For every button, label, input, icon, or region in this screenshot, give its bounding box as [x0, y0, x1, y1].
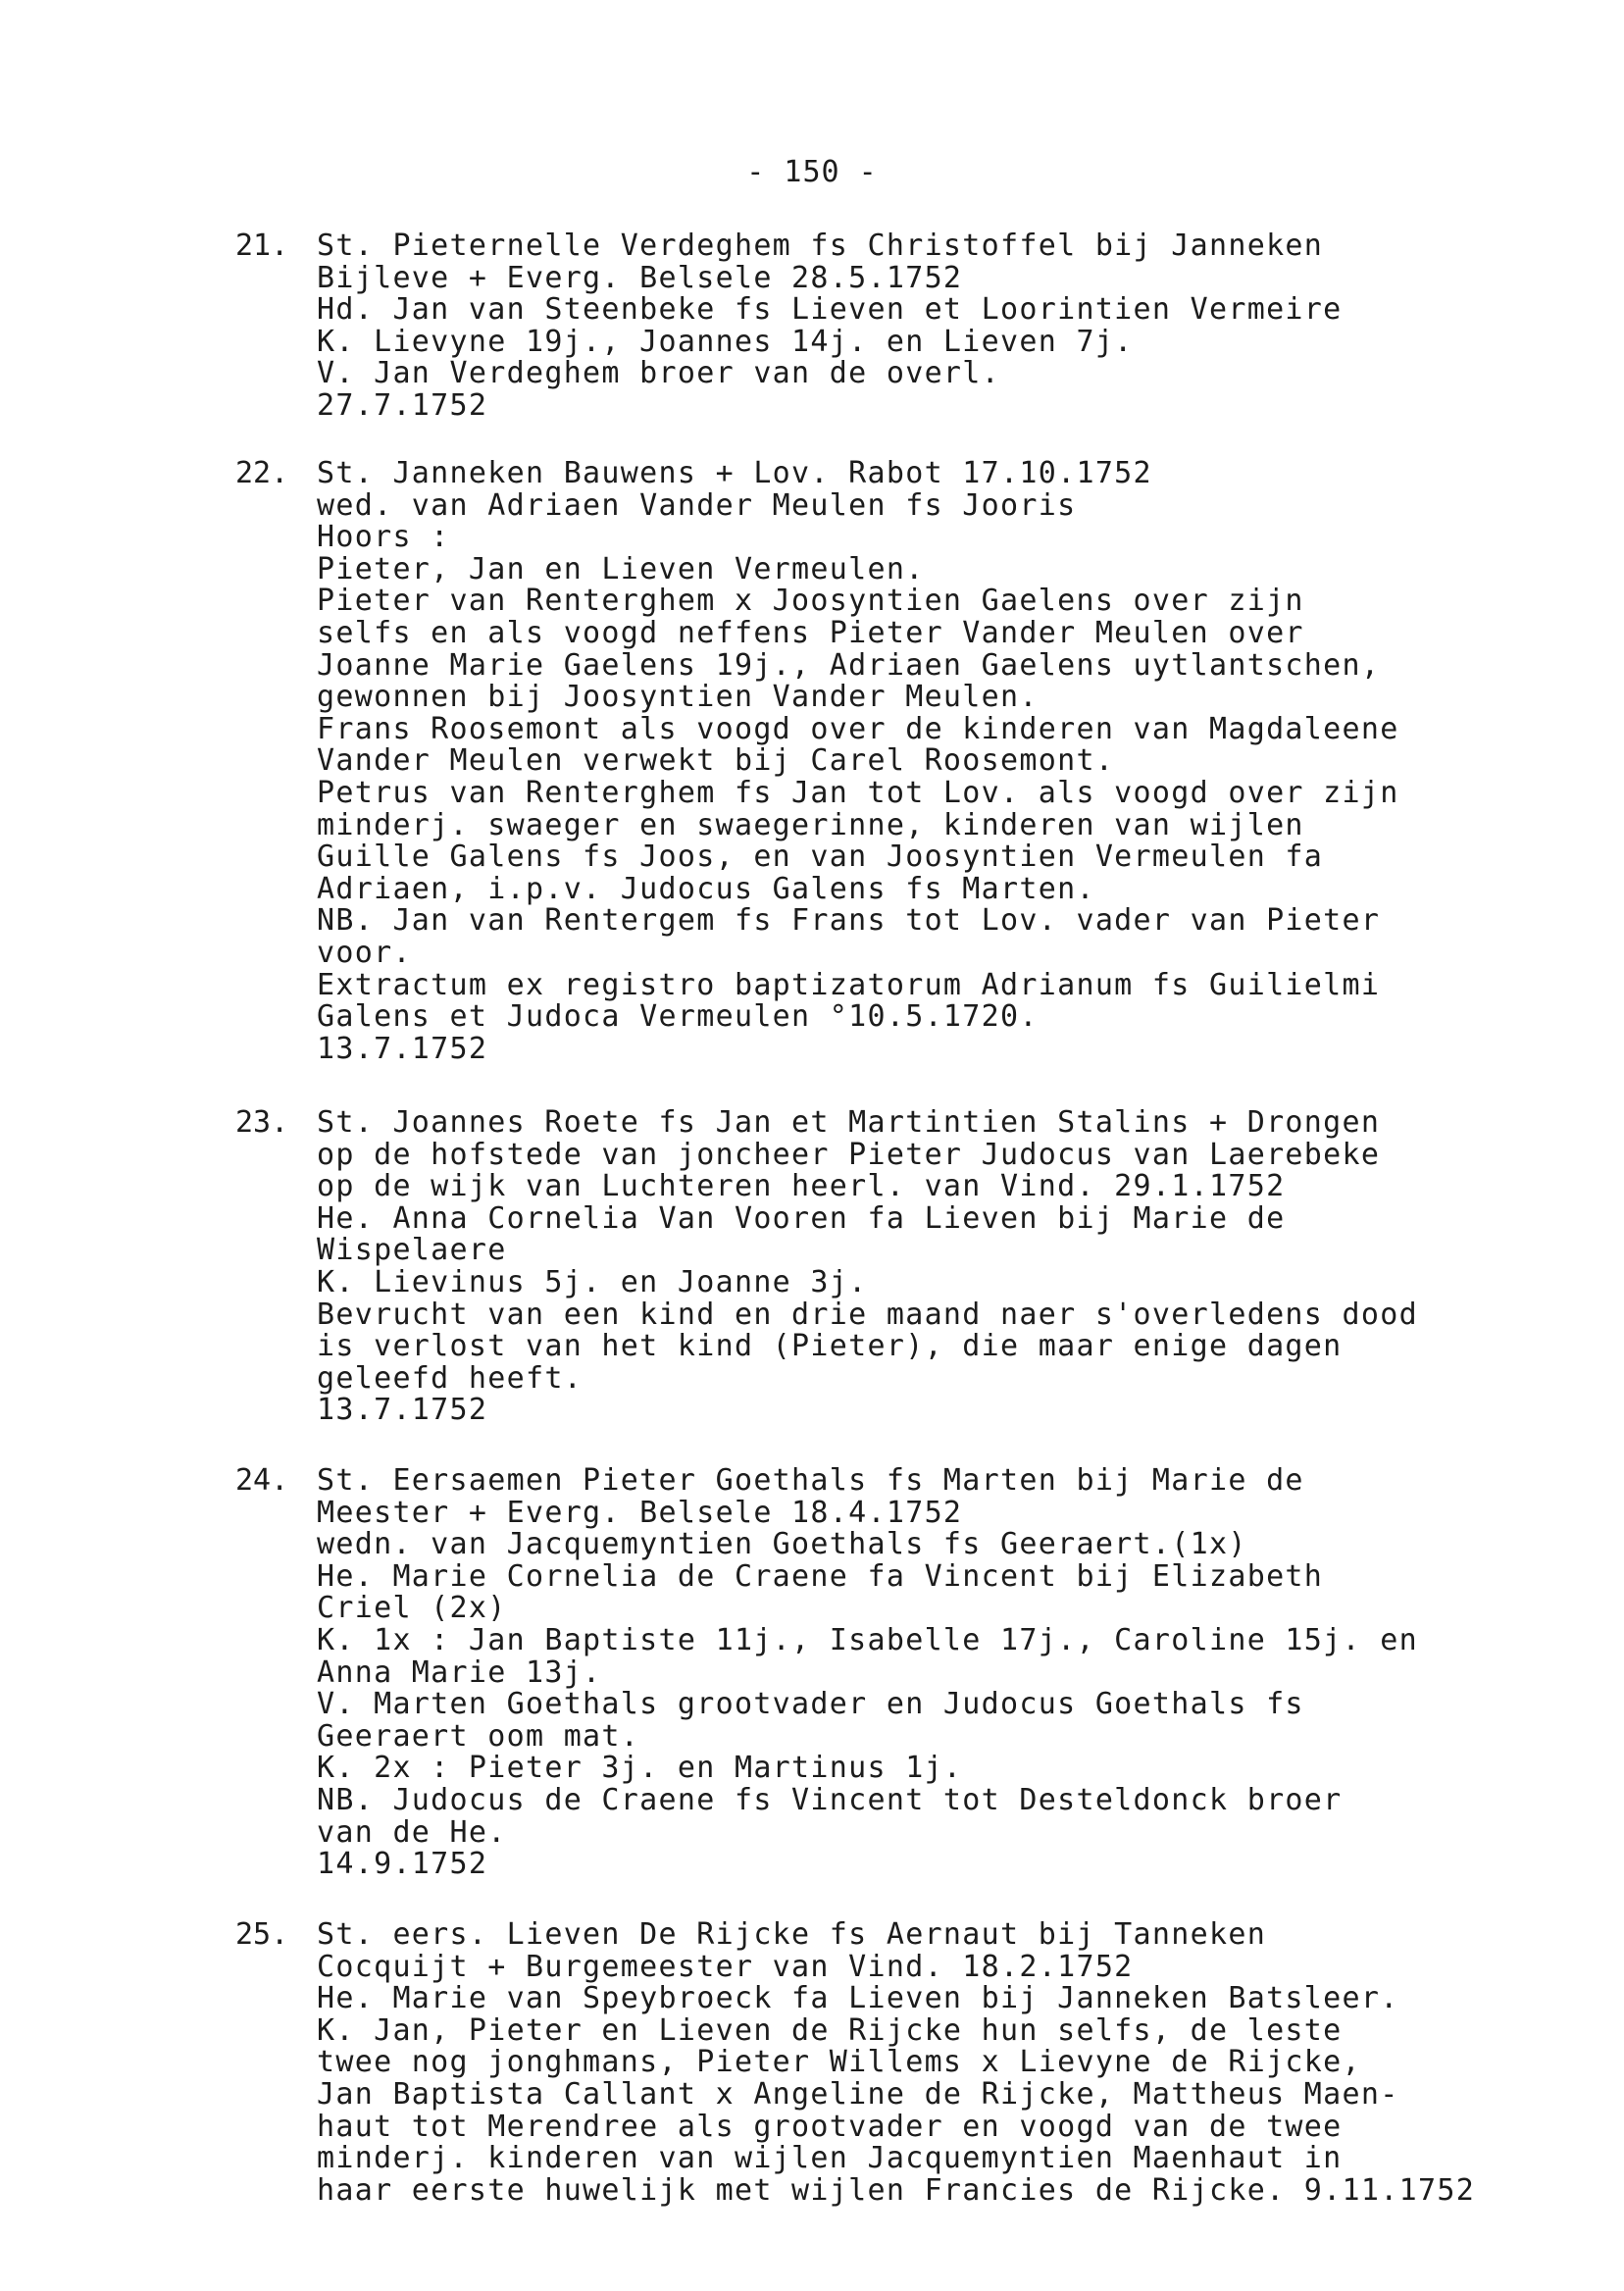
entry-line: wed. van Adriaen Vander Meulen fs Jooris [317, 487, 1077, 523]
entry-line: NB. Jan van Rentergem fs Frans tot Lov. vader van Pieter [317, 903, 1381, 939]
entry-text [317, 1919, 1592, 2207]
entry-line: K. Lievinus 5j. en Joanne 3j. [317, 1264, 868, 1299]
entry-line: op de wijk van Luchteren heerl. van Vind. 29.1.1752 [317, 1169, 1286, 1204]
entry-line: Pieter, Jan en Lieven Vermeulen. [317, 551, 925, 586]
entry-line: K. 2x : Pieter 3j. en Martinus 1j. [317, 1751, 963, 1786]
entry-line: St. Janneken Bauwens + Lov. Rabot 17.10.1752 [317, 456, 1152, 490]
entry-line: Cocquijt + Burgemeester van Vind. 18.2.1752 [317, 1949, 1134, 1984]
entry-text [317, 1107, 1592, 1427]
entry-line: gewonnen bij Joosyntien Vander Meulen. [317, 680, 1039, 715]
entry-line: voor. [317, 935, 412, 970]
entry-line: Hd. Jan van Steenbeke fs Lieven et Loorintien Vermeire [317, 292, 1343, 328]
entry-line: Petrus van Renterghem fs Jan tot Lov. als voogd over zijn [317, 775, 1399, 810]
entry-line: St. Eersaemen Pieter Goethals fs Marten bij Marie de [317, 1463, 1304, 1498]
entry-line: He. Anna Cornelia Van Vooren fa Lieven bij Marie de [317, 1200, 1286, 1236]
entry-line: 27.7.1752 [317, 387, 488, 423]
entry-line: twee nog jonghmans, Pieter Willems x Lievyne de Rijcke, [317, 2045, 1361, 2080]
entry-line: He. Marie van Speybroeck fa Lieven bij Janneken Batsleer. [317, 1981, 1399, 2016]
entry-line: Geeraert oom mat. [317, 1718, 640, 1754]
entry-number: 24. [235, 1463, 289, 1498]
entry-line: He. Marie Cornelia de Craene fa Vincent bij Elizabeth [317, 1558, 1324, 1594]
entry-line: haut tot Merendree als grootvader en voogd van de twee [317, 2109, 1343, 2144]
entry-number: 22. [235, 456, 289, 490]
entry-line: K. Lievyne 19j., Joannes 14j. en Lieven 7j. [317, 324, 1134, 359]
entry-line: op de hofstede van joncheer Pieter Judocus van Laerebeke [317, 1137, 1381, 1172]
entry-line: 14.9.1752 [317, 1847, 488, 1882]
entry-line: 13.7.1752 [317, 1031, 488, 1066]
entry-line: wedn. van Jacquemyntien Goethals fs Geeraert.(1x) [317, 1527, 1247, 1562]
entry-line: Frans Roosemont als voogd over de kinderen van Magdaleene [317, 711, 1399, 746]
entry-number: 23. [235, 1105, 289, 1140]
entry-line: Criel (2x) [317, 1591, 507, 1626]
entry-line: Adriaen, i.p.v. Judocus Galens fs Marten. [317, 871, 1095, 906]
entry-line: geleefd heeft. [317, 1360, 584, 1396]
entry-line: V. Jan Verdeghem broer van de overl. [317, 356, 1001, 391]
entry-line: Anna Marie 13j. [317, 1655, 602, 1690]
entry-line: St. Pieternelle Verdeghem fs Christoffel bij Janneken [317, 229, 1324, 263]
entry-line: minderj. kinderen van wijlen Jacquemyntien Maenhaut in [317, 2141, 1343, 2176]
entry-line: St. Joannes Roete fs Jan et Martintien Stalins + Drongen [317, 1105, 1381, 1140]
entry-line: Extractum ex registro baptizatorum Adrianum fs Guilielmi [317, 967, 1381, 1002]
entry-line: selfs en als voogd neffens Pieter Vander Meulen over [317, 615, 1304, 650]
entry-line: haar eerste huwelijk met wijlen Francies de Rijcke. 9.11.1752 [317, 2172, 1476, 2208]
entry-line: V. Marten Goethals grootvader en Judocus Goethals fs [317, 1687, 1304, 1722]
page-number: - 150 - [746, 155, 878, 189]
entry-line: Joanne Marie Gaelens 19j., Adriaen Gaelens uytlantschen, [317, 647, 1381, 683]
entry-line: K. 1x : Jan Baptiste 11j., Isabelle 17j., Caroline 15j. en [317, 1622, 1418, 1657]
entry-line: Pieter van Renterghem x Joosyntien Gaelens over zijn [317, 584, 1304, 619]
entry-number: 25. [235, 1917, 289, 1952]
entry-number: 21. [235, 229, 289, 263]
entry-line: Hoors : [317, 520, 450, 555]
entry-line: 13.7.1752 [317, 1393, 488, 1428]
entry-line: Meester + Everg. Belsele 18.4.1752 [317, 1495, 963, 1530]
entry-line: Guille Galens fs Joos, en van Joosyntien Vermeulen fa [317, 840, 1324, 875]
entry-line: Vander Meulen verwekt bij Carel Roosemont. [317, 743, 1115, 779]
entry-text [317, 458, 1592, 1065]
entry-line: Jan Baptista Callant x Angeline de Rijcke, Mattheus Maen- [317, 2076, 1399, 2112]
entry-line: NB. Judocus de Craene fs Vincent tot Desteldonck broer [317, 1782, 1343, 1817]
entry-line: Wispelaere [317, 1233, 507, 1268]
entry-text [317, 1465, 1592, 1881]
entry-line: Bevrucht van een kind en drie maand naer s'overledens dood [317, 1297, 1418, 1332]
entry-line: is verlost van het kind (Pieter), die maar enige dagen [317, 1329, 1343, 1364]
entry-text [317, 230, 1592, 423]
entry-line: St. eers. Lieven De Rijcke fs Aernaut bij Tanneken [317, 1917, 1267, 1952]
entry-line: van de He. [317, 1814, 507, 1850]
entry-line: Bijleve + Everg. Belsele 28.5.1752 [317, 260, 963, 295]
entry-line: Galens et Judoca Vermeulen °10.5.1720. [317, 999, 1039, 1035]
entry-line: K. Jan, Pieter en Lieven de Rijcke hun selfs, de leste [317, 2012, 1343, 2048]
entry-line: minderj. swaeger en swaegerinne, kinderen van wijlen [317, 807, 1304, 842]
